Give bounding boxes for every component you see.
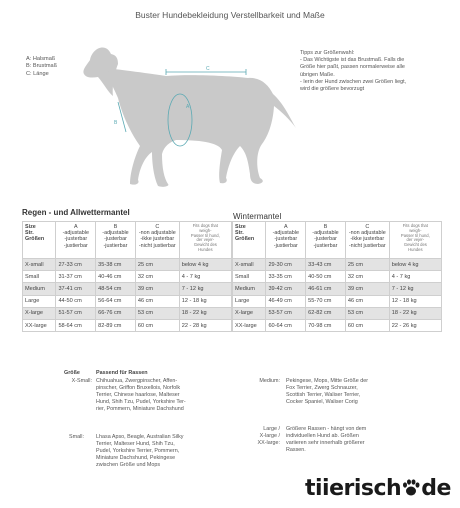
table-cell: 29-30 cm: [266, 259, 306, 271]
table-row: [23, 295, 232, 307]
measure-legend: [26, 56, 57, 78]
table-cell: Small: [23, 271, 56, 283]
table-cell: X-large: [233, 307, 266, 319]
winter-size-table: [232, 221, 442, 332]
header-line: Fits dogs that: [192, 223, 218, 228]
text-line: Hund, Shih Tzu, Pudel, Yorkshire Ter-: [96, 399, 186, 405]
text-line: Pudel, Yorkshire Terrier, Pommern,: [96, 448, 180, 454]
tips-heading: Tipps zur Größenwahl:: [300, 50, 355, 56]
text-line: Cocker Spaniel, Waliser Corig: [286, 399, 358, 405]
table-cell: 40-50 cm: [306, 271, 346, 283]
table-cell: 39 cm: [135, 283, 179, 295]
header-line: C: [365, 224, 370, 230]
table-cell: X-small: [23, 259, 56, 271]
breed-label-small: Small:: [69, 434, 84, 440]
header-cell: [23, 222, 56, 259]
table-cell: 39-42 cm: [266, 283, 306, 295]
header-line: -ikke justerbar: [350, 236, 385, 243]
tips-line: - Das Wichtigste ist das Brustmaß. Falls die: [300, 57, 405, 64]
table-cell: 70-98 cm: [306, 319, 346, 331]
table-cell: 27-33 cm: [56, 259, 96, 271]
text-line: X-large /: [259, 433, 280, 439]
header-line: -adjustable: [102, 230, 129, 237]
table-row: [233, 307, 442, 319]
table-cell: X-small: [233, 259, 266, 271]
logo-text-part1: tiierisch: [305, 476, 402, 501]
table-cell: 62-82 cm: [306, 307, 346, 319]
legend-c: C: Länge: [26, 70, 49, 77]
breed-list-small: [96, 434, 184, 469]
table-cell: 48-54 cm: [96, 283, 136, 295]
table-cell: 12 - 18 kg: [179, 295, 231, 307]
header-line: -justierbar: [313, 242, 338, 249]
header-line: Str.: [25, 230, 34, 237]
table-cell: Large: [23, 295, 56, 307]
header-line: -justierbar: [63, 242, 88, 249]
tips-line: - Ierin der Hund zwischen zwei Größen liegt,: [300, 78, 407, 85]
table-cell: 46 cm: [345, 295, 389, 307]
header-line: B: [323, 224, 328, 230]
table-row: [233, 259, 442, 271]
header-line: der vejer-: [196, 237, 215, 243]
header-line: Size: [235, 224, 246, 230]
header-line: -adjustable: [312, 230, 339, 237]
breed-heading-races: Passend für Rassen: [96, 370, 148, 376]
header-line: weigh-: [199, 227, 212, 233]
header-line: -nicht justierbar: [348, 242, 386, 249]
header-line: Gewicht des: [193, 242, 217, 248]
text-line: Miniature Dachshund, Pekingese: [96, 455, 176, 461]
table-cell: 35-38 cm: [96, 259, 136, 271]
table-cell: Medium: [233, 283, 266, 295]
table-cell: 22 - 28 kg: [179, 319, 231, 331]
header-line: -adjustable: [62, 230, 89, 237]
table-row: [23, 319, 232, 331]
header-line: Größen: [25, 236, 45, 243]
table-row: [233, 295, 442, 307]
header-line: Fits dogs that: [402, 223, 428, 228]
table-cell: Small: [233, 271, 266, 283]
table-row: [233, 319, 442, 331]
table-cell: 25 cm: [135, 259, 179, 271]
table-cell: 53 cm: [135, 307, 179, 319]
header-line: -justerbar: [64, 236, 88, 243]
header-line: -justerbar: [314, 236, 337, 243]
table-cell: 39 cm: [345, 283, 389, 295]
table-row: [23, 307, 232, 319]
header-line: weigh-: [409, 227, 422, 233]
header-cell: [179, 222, 231, 259]
label-b: B: [114, 120, 118, 126]
dog-shape: [83, 47, 296, 186]
header-line: Hundes: [408, 246, 423, 252]
table-cell: 82-89 cm: [96, 319, 136, 331]
winter-table-title: Wintermantel: [233, 212, 282, 221]
header-line: Str.: [235, 230, 244, 237]
text-line: Terrier, Malteser Hund, Shih Tzu,: [96, 441, 175, 447]
text-line: Lhasa Apso, Beagle, Australian Silky: [96, 434, 184, 440]
table-cell: 4 - 7 kg: [389, 271, 441, 283]
rain-table-title: Regen - und Allwettermantel: [22, 208, 130, 217]
header-line: Hundes: [198, 246, 213, 252]
table-cell: 25 cm: [345, 259, 389, 271]
table-row: [233, 271, 442, 283]
table-cell: 66-76 cm: [96, 307, 136, 319]
header-line: C: [155, 224, 160, 230]
table-cell: 7 - 12 kg: [389, 283, 441, 295]
table-cell: 58-64 cm: [56, 319, 96, 331]
text-line: variieren sehr innerhalb größerer: [286, 440, 365, 446]
legend-a: A: Halsmaß: [26, 56, 56, 62]
table-cell: 22 - 26 kg: [389, 319, 441, 331]
header-line: -ikke justerbar: [140, 236, 175, 243]
header-line: -adjustable: [272, 230, 299, 237]
header-cell: [306, 222, 346, 259]
table-header-row: [233, 222, 442, 259]
breed-label-large: [230, 426, 280, 447]
size-tips: [300, 50, 450, 93]
label-a: A: [186, 104, 190, 110]
text-line: zwischen Größe und Mops: [96, 462, 161, 468]
breed-label-medium: Medium:: [259, 378, 280, 384]
header-cell: [345, 222, 389, 259]
table-cell: 18 - 22 kg: [389, 307, 441, 319]
header-cell: [389, 222, 441, 259]
header-line: B: [113, 224, 118, 230]
header-line: Gewicht des: [403, 242, 427, 248]
table-cell: X-large: [23, 307, 56, 319]
table-cell: 46-61 cm: [306, 283, 346, 295]
table-cell: 32 cm: [345, 271, 389, 283]
table-cell: below 4 kg: [179, 259, 231, 271]
label-c: C: [206, 66, 210, 72]
header-cell: [266, 222, 306, 259]
table-cell: Medium: [23, 283, 56, 295]
header-line: A: [283, 224, 288, 230]
text-line: individuellen Hund ab. Größen: [286, 433, 359, 439]
header-line: der vejer-: [406, 237, 425, 243]
table-cell: 32 cm: [135, 271, 179, 283]
breed-list-xsmall: [96, 378, 186, 413]
table-cell: 12 - 18 kg: [389, 295, 441, 307]
table-cell: 60-64 cm: [266, 319, 306, 331]
table-header-row: [23, 222, 232, 259]
table-cell: 18 - 22 kg: [179, 307, 231, 319]
table-cell: 51-57 cm: [56, 307, 96, 319]
table-cell: XX-large: [23, 319, 56, 331]
breed-list-large: [286, 426, 366, 454]
text-line: rier, Pommern, Miniature Dachshund: [96, 406, 184, 412]
tips-line: übrigen Maße.: [300, 71, 335, 78]
table-cell: 37-41 cm: [56, 283, 96, 295]
table-cell: 7 - 12 kg: [179, 283, 231, 295]
header-cell: [96, 222, 136, 259]
table-row: [23, 283, 232, 295]
tiierisch-logo: [305, 476, 451, 501]
table-cell: 33-43 cm: [306, 259, 346, 271]
table-cell: 53 cm: [345, 307, 389, 319]
table-row: [23, 259, 232, 271]
table-cell: 40-46 cm: [96, 271, 136, 283]
logo-text-part2: de: [421, 476, 451, 501]
text-line: Scottish Terrier, Waliser Terrier,: [286, 392, 361, 398]
table-cell: 33-35 cm: [266, 271, 306, 283]
rain-size-table: [22, 221, 232, 332]
table-cell: 60 cm: [345, 319, 389, 331]
text-line: Chihuahua, Zwergpinscher, Affen-: [96, 378, 178, 384]
header-cell: [233, 222, 266, 259]
table-cell: 60 cm: [135, 319, 179, 331]
text-line: pinscher, Griffon Bruxellois, Norfolk: [96, 385, 181, 391]
header-line: -justerbar: [104, 236, 127, 243]
paw-icon: [401, 479, 421, 497]
table-cell: 53-57 cm: [266, 307, 306, 319]
page-title: Buster Hundebekleidung Verstellbarkeit und Maße: [135, 10, 325, 20]
text-line: Pekingese, Mops, Mitte Größe der: [286, 378, 369, 384]
tips-line: wird die größere bevorzugt: [300, 86, 365, 93]
table-cell: 4 - 7 kg: [179, 271, 231, 283]
table-cell: 31-37 cm: [56, 271, 96, 283]
header-line: -justerbar: [274, 236, 298, 243]
header-line: A: [73, 224, 78, 230]
header-line: Passer til hund,: [190, 232, 220, 238]
table-row: [233, 283, 442, 295]
text-line: Terrier, Chinese haarlose, Malteser: [96, 392, 180, 398]
header-line: -justierbar: [273, 242, 298, 249]
dog-silhouette-diagram: [78, 28, 298, 198]
table-cell: 55-70 cm: [306, 295, 346, 307]
header-line: Passer til hund,: [400, 232, 430, 238]
text-line: Large /: [263, 426, 280, 432]
legend-b: B: Brustmaß: [26, 63, 58, 70]
header-line: -nicht justierbar: [138, 242, 176, 249]
tips-line: Größe hier paßt, passen normalerweise alle: [300, 64, 405, 71]
text-line: Größere Rassen - hängt von dem: [286, 426, 367, 432]
table-cell: 46-49 cm: [266, 295, 306, 307]
text-line: Fox Terrier, Zwerg Schnauzer,: [286, 385, 358, 391]
table-cell: 46 cm: [135, 295, 179, 307]
header-line: Size: [25, 224, 36, 230]
header-cell: [56, 222, 96, 259]
breed-heading-size: Größe: [64, 370, 80, 376]
table-cell: XX-large: [233, 319, 266, 331]
header-line: Größen: [235, 236, 255, 243]
breed-label-xsmall: X-Small:: [71, 378, 92, 384]
table-row: [23, 271, 232, 283]
table-cell: 56-64 cm: [96, 295, 136, 307]
header-cell: [135, 222, 179, 259]
table-cell: Large: [233, 295, 266, 307]
header-line: -non adjustable: [138, 230, 176, 237]
header-line: -non adjustable: [348, 230, 386, 237]
text-line: XX-large:: [257, 440, 280, 446]
header-line: -justierbar: [103, 242, 128, 249]
table-cell: 44-50 cm: [56, 295, 96, 307]
breed-list-medium: [286, 378, 368, 406]
text-line: Rassen.: [286, 447, 306, 453]
table-cell: below 4 kg: [389, 259, 441, 271]
